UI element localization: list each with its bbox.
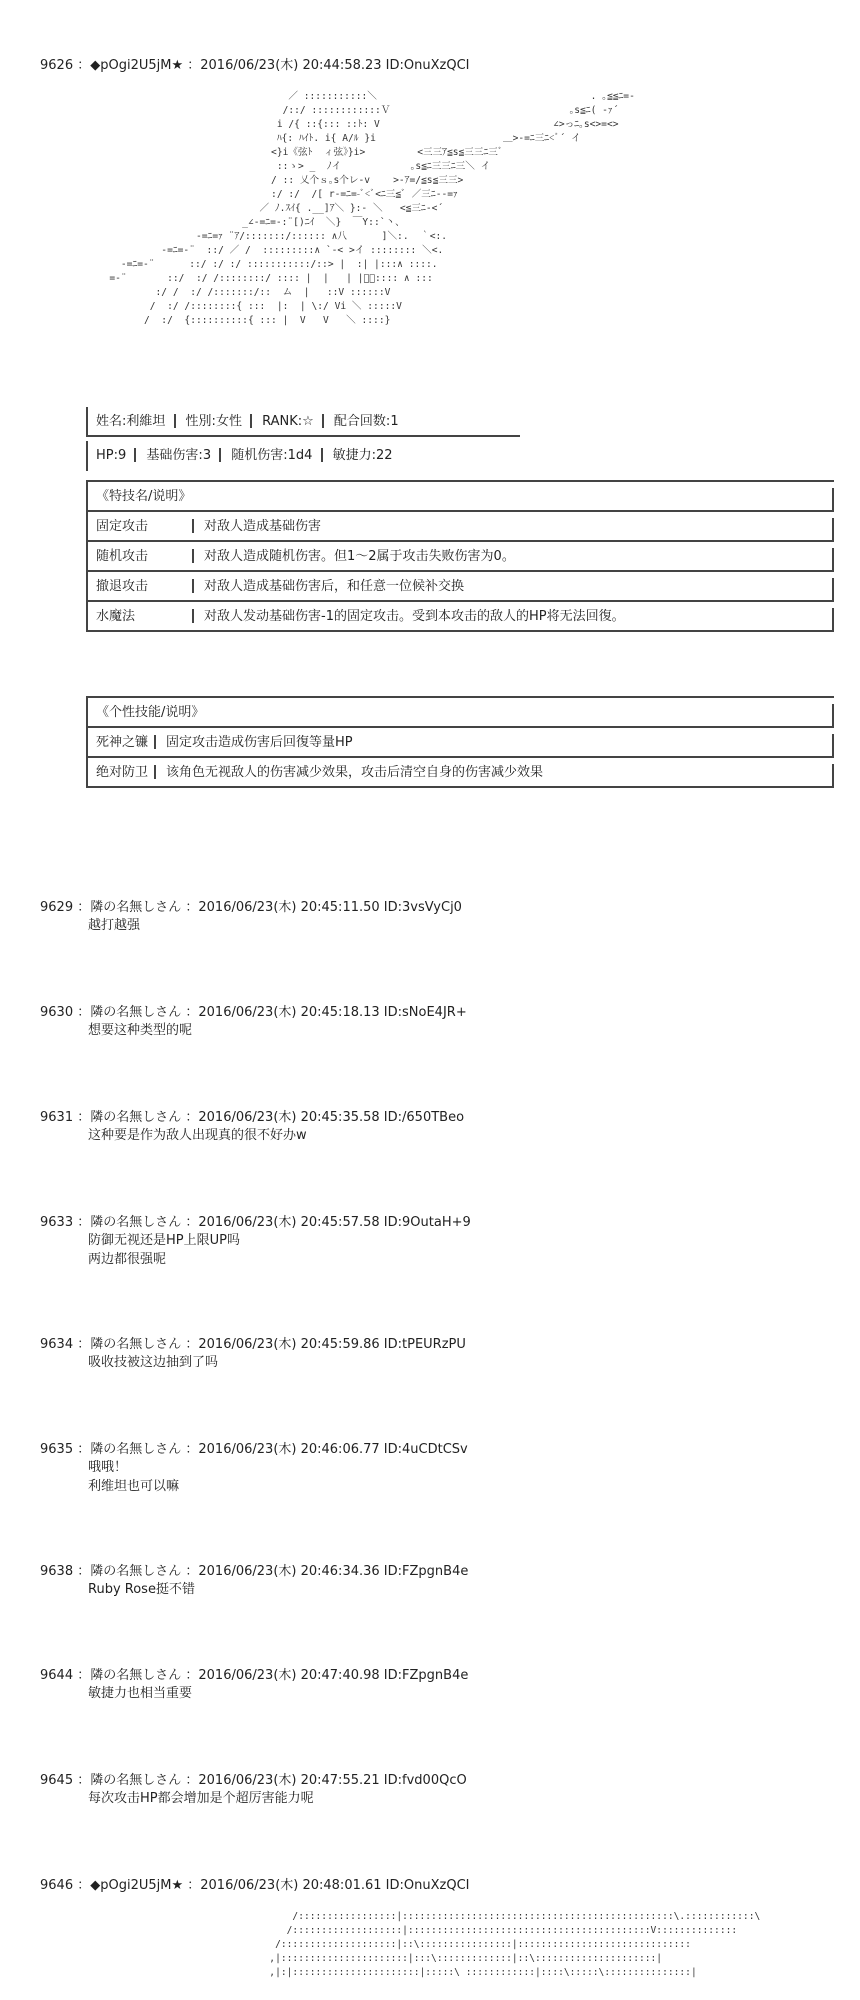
- personal-skill-desc: 固定攻击造成伤害后回復等量HP: [166, 735, 353, 750]
- poster-name: 隣の名無しさん: [90, 1215, 182, 1230]
- post-date: 2016/06/23(木) 20:46:34.36: [198, 1564, 380, 1579]
- personal-skill-desc: 该角色无视敌人的伤害减少效果，攻击后清空自身的伤害减少效果: [166, 765, 544, 780]
- post-number: 9634: [40, 1337, 74, 1352]
- skill-name: 水魔法: [96, 609, 136, 624]
- post-id: ID:3vsVyCj0: [383, 900, 462, 915]
- post-body: 哦哦！ 利维坦也可以嘛: [88, 1460, 180, 1494]
- post-id: ID:OnuXzQCI: [385, 58, 470, 73]
- skill-desc: 对敌人造成基础伤害: [204, 519, 322, 534]
- post-date: 2016/06/23(木) 20:46:06.77: [198, 1442, 380, 1457]
- poster-name: ◆pOgi2U5jM★: [90, 58, 184, 73]
- post-body: 这种要是作为敌人出现真的很不好办w: [88, 1128, 307, 1143]
- post-body: 吸收技被这边抽到了吗: [88, 1355, 219, 1370]
- character-random-damage: 1d4: [287, 448, 313, 463]
- skills-header: 《特技名/说明》: [86, 482, 834, 512]
- skill-desc: 对敌人发动基础伤害-1的固定攻击。受到本攻击的敌人的HP将无法回復。: [204, 609, 625, 624]
- post-date: 2016/06/23(木) 20:45:18.13: [198, 1005, 380, 1020]
- post-9633: 9633 ：隣の名無しさん ：2016/06/23(木) 20:45:57.58 ID:9OutaH+9 防御无视还是HP上限UP吗 两边都很强呢: [40, 1215, 471, 1267]
- post-9631: 9631 ：隣の名無しさん ：2016/06/23(木) 20:45:35.58 ID:/650TBeo 这种要是作为敌人出现真的很不好办w: [40, 1110, 465, 1143]
- post-id: ID:9OutaH+9: [383, 1215, 471, 1230]
- post-9635: 9635 ：隣の名無しさん ：2016/06/23(木) 20:46:06.77 ID:4uCDtCSv 哦哦！ 利维坦也可以嘛: [40, 1442, 468, 1494]
- poster-name: 隣の名無しさん: [90, 1110, 182, 1125]
- post-9638: 9638 ：隣の名無しさん ：2016/06/23(木) 20:46:34.36 ID:FZpgnB4e Ruby Rose挺不错: [40, 1564, 469, 1597]
- personal-skills-table: [86, 696, 834, 788]
- poster-name: 隣の名無しさん: [90, 1564, 182, 1579]
- skills-table: [86, 480, 834, 632]
- skill-row: [86, 602, 834, 632]
- post-number: 9629: [40, 900, 74, 915]
- post-header: 9626 ：◆pOgi2U5jM★ ：2016/06/23(木) 20:44:58.23 ID:OnuXzQCI: [40, 58, 470, 73]
- post-date: 2016/06/23(木) 20:44:58.23: [200, 58, 382, 73]
- post-id: ID:tPEURzPU: [383, 1337, 466, 1352]
- ascii-art-character: ／ :::::::::::＼ . ｡≦≦ﾆ=- /::/ ::::::::::::Ｖ ｡s≦ﾆ( -ｧ´ i /{ ::{::: ::ﾄ: V ∠>っﾆ｡s<>=<> ﾊ{: ﾊｲﾄ. i{ A/ﾙ }i ＿>-=ﾆ三ﾆ<ﾞ´ イ <}i《弦ﾄ ィ弦》}i> <三三ｱ≦s≦三三ﾆ三ﾞ ::ゝ> _ ﾉイ ｡s≦ﾆ三三ﾆ三＼ イ / :: 乂个ｓ｡s个レ-v >-ｱ=/≦s≦三三> :/ :/ /[ r-=ﾆ=-ﾞ<ﾞ<ﾆ三≦ﾞ ／三ﾆ-‐=ｧ ／ ﾉ.ｽｲ{ .__]ｱ＼ }:- ＼ <≦三ﾆ-<´ _∠-=ﾆ=-:¨[)ﾆｲ ＼} ￣Y::`丶、 -=ﾆ=ｧ ¨ｱ/:::::::/:::::: ∧八 ]＼:. ｀<:. -=ﾆ=-¨ ::/ ／ / :::::::::∧ `‐< >イ :::::::: ＼<. -=ﾆ=-¨ ::/ :/ :/ :::::::::::/::> | :| |:::∧ ::::. =-¨ ::/ :/ /::::::::/ :::: | | | |ﾞ＼:::: ∧ ::: :/ / :/ /:::::::/:: ム | ::V ::::::V / :/ /::::::::{ ::: |: | \:/ Vi ＼ :::::V / :/ {::::::::::{ ::: | V V ＼ ::::}: [109, 91, 635, 326]
- post-number: 9635: [40, 1442, 74, 1457]
- post-body: 每次攻击HP都会增加是个超厉害能力呢: [88, 1791, 314, 1806]
- poster-name: 隣の名無しさん: [90, 1668, 182, 1683]
- post-number: 9630: [40, 1005, 74, 1020]
- poster-name: 隣の名無しさん: [90, 1773, 182, 1788]
- poster-name: ◆pOgi2U5jM★: [90, 1878, 184, 1893]
- character-rounds: 1: [390, 414, 399, 429]
- post-number: 9638: [40, 1564, 74, 1579]
- skill-row: [86, 542, 834, 572]
- character-rank: ☆: [302, 414, 314, 429]
- post-id: ID:OnuXzQCI: [385, 1878, 470, 1893]
- post-9646: 9646 ：◆pOgi2U5jM★ ：2016/06/23(木) 20:48:01.61 ID:OnuXzQCI: [40, 1878, 470, 1893]
- status-row-stats: HP:9 基础伤害:3 随机伤害:1d4 敏捷力:22: [86, 441, 834, 471]
- post-9634: 9634 ：隣の名無しさん ：2016/06/23(木) 20:45:59.86 ID:tPEURzPU 吸收技被这边抽到了吗: [40, 1337, 466, 1370]
- post-id: ID:FZpgnB4e: [383, 1668, 469, 1683]
- post-date: 2016/06/23(木) 20:45:11.50: [198, 900, 380, 915]
- post-9645: 9645 ：隣の名無しさん ：2016/06/23(木) 20:47:55.21 ID:fvd00QcO 每次攻击HP都会增加是个超厉害能力呢: [40, 1773, 467, 1806]
- character-name: 利維坦: [126, 414, 166, 429]
- post-id: ID:FZpgnB4e: [383, 1564, 469, 1579]
- character-gender: 女性: [215, 414, 242, 429]
- post-date: 2016/06/23(木) 20:48:01.61: [200, 1878, 382, 1893]
- post-number: 9644: [40, 1668, 74, 1683]
- post-body: 越打越强: [88, 918, 141, 933]
- poster-name: 隣の名無しさん: [90, 1337, 182, 1352]
- skill-name: 固定攻击: [96, 519, 149, 534]
- post-body: 敏捷力也相当重要: [88, 1686, 193, 1701]
- post-9626: [40, 58, 469, 74]
- poster-name: 隣の名無しさん: [90, 900, 182, 915]
- skill-row: [86, 512, 834, 542]
- skill-row: [86, 572, 834, 602]
- post-id: ID:4uCDtCSv: [383, 1442, 468, 1457]
- post-date: 2016/06/23(木) 20:45:35.58: [198, 1110, 380, 1125]
- post-date: 2016/06/23(木) 20:47:40.98: [198, 1668, 380, 1683]
- poster-name: 隣の名無しさん: [90, 1005, 182, 1020]
- ascii-art-scene: /:::::::::::::::::|:::::::::::::::::::::::::::::::::::::::::::::::\.::::::::::::\ /:::::::::::::::::::|::::::::::::::::::::::::::::::::::::::::::V:::::::::::::: /::::::::::::::::::::|::\::::::::::::::::|:::::::::::::::::::::::::::::: ,|::::::::::::::::::::::|:::\:::::::::::::|::\:::::::::::::::::::::| ,|:|::::::::::::::::::::::|:::::\ ::::::::::::|::::\:::::\:::::::::::::::|: [269, 1911, 761, 1978]
- post-id: ID:/650TBeo: [383, 1110, 465, 1125]
- status-row-identity: 姓名:利維坦 性別:女性 RANK:☆ 配合回数:1: [86, 407, 834, 437]
- status-block: [86, 407, 834, 471]
- post-id: ID:sNoE4JR+: [383, 1005, 467, 1020]
- personal-skill-row: [86, 728, 834, 758]
- skill-name: 撤退攻击: [96, 579, 149, 594]
- post-body: Ruby Rose挺不错: [88, 1582, 195, 1597]
- personal-skill-name: 死神之镰: [96, 735, 149, 750]
- personal-skill-row: [86, 758, 834, 788]
- character-base-damage: 3: [202, 448, 212, 463]
- post-body: 防御无视还是HP上限UP吗 两边都很强呢: [88, 1233, 240, 1267]
- post-id: ID:fvd00QcO: [383, 1773, 467, 1788]
- post-number: 9626: [40, 58, 74, 73]
- skill-desc: 对敌人造成基础伤害后，和任意一位候补交换: [204, 579, 465, 594]
- personal-skill-name: 绝对防卫: [96, 765, 149, 780]
- personal-skills-header: 《个性技能/说明》: [86, 698, 834, 728]
- skill-name: 随机攻击: [96, 549, 149, 564]
- post-9629: 9629 ：隣の名無しさん ：2016/06/23(木) 20:45:11.50 ID:3vsVyCj0 越打越强: [40, 900, 462, 933]
- post-number: 9646: [40, 1878, 74, 1893]
- divider: [88, 435, 520, 437]
- separator: [174, 414, 176, 428]
- poster-name: 隣の名無しさん: [90, 1442, 182, 1457]
- post-body: 想要这种类型的呢: [88, 1023, 193, 1038]
- skill-desc: 对敌人造成随机伤害。但1～2属于攻击失败伤害为0。: [204, 549, 515, 564]
- character-agility: 22: [375, 448, 393, 463]
- post-date: 2016/06/23(木) 20:45:57.58: [198, 1215, 380, 1230]
- post-number: 9645: [40, 1773, 74, 1788]
- post-9630: 9630 ：隣の名無しさん ：2016/06/23(木) 20:45:18.13 ID:sNoE4JR+ 想要这种类型的呢: [40, 1005, 467, 1038]
- character-hp: 9: [118, 448, 127, 463]
- post-date: 2016/06/23(木) 20:45:59.86: [198, 1337, 380, 1352]
- post-number: 9633: [40, 1215, 74, 1230]
- post-date: 2016/06/23(木) 20:47:55.21: [198, 1773, 380, 1788]
- post-number: 9631: [40, 1110, 74, 1125]
- post-9644: 9644 ：隣の名無しさん ：2016/06/23(木) 20:47:40.98 ID:FZpgnB4e 敏捷力也相当重要: [40, 1668, 469, 1701]
